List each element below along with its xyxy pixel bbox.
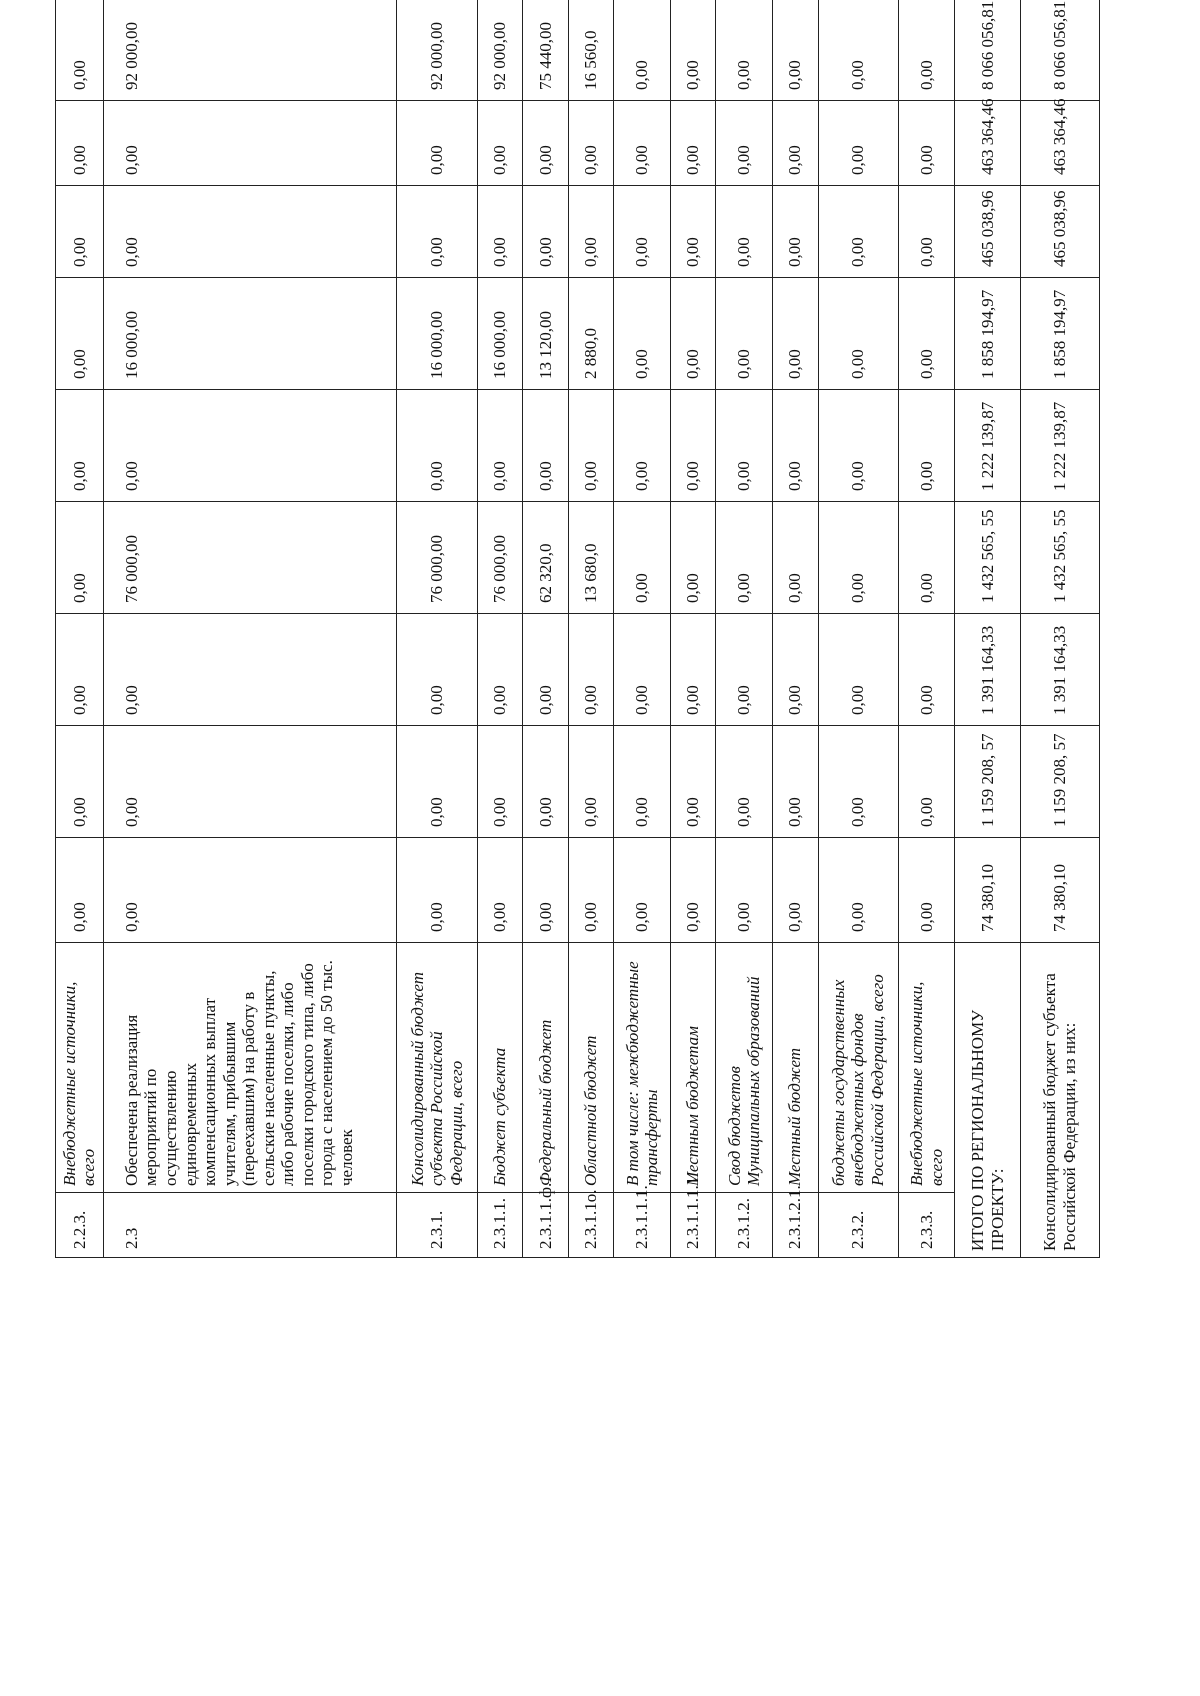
value-cell: 0,00 bbox=[477, 726, 523, 838]
value-cell: 16 000,00 bbox=[477, 278, 523, 390]
row-name: Внебюджетные источники, всего bbox=[898, 943, 954, 1193]
table-row bbox=[103, 0, 396, 1258]
value-cell: 13 120,00 bbox=[523, 278, 569, 390]
table-row bbox=[670, 0, 716, 1258]
row-name: Бюджет субъекта bbox=[477, 943, 523, 1193]
row-code: 2.3.1.1. bbox=[477, 1193, 523, 1258]
value-cell: 0,00 bbox=[818, 838, 898, 943]
value-cell: 0,00 bbox=[477, 614, 523, 726]
value-cell: 0,00 bbox=[670, 838, 716, 943]
table-row bbox=[898, 0, 954, 1258]
row-code: 2.3.1.1.1.1 bbox=[670, 1193, 716, 1258]
value-cell: 0,00 bbox=[670, 0, 716, 101]
total-value-cell: 74 380,10 bbox=[1020, 838, 1099, 943]
budget-table-rotated bbox=[55, 0, 1100, 1258]
value-cell: 0,00 bbox=[716, 101, 772, 186]
value-cell: 62 320,0 bbox=[523, 502, 569, 614]
value-cell: 0,00 bbox=[397, 101, 477, 186]
row-code: 2.3.2. bbox=[818, 1193, 898, 1258]
value-cell: 0,00 bbox=[716, 502, 772, 614]
value-cell: 0,00 bbox=[568, 614, 614, 726]
value-cell: 0,00 bbox=[818, 101, 898, 186]
total-value-cell: 1 858 194,97 bbox=[955, 278, 1020, 390]
total-value-cell: 465 038,96 bbox=[1020, 186, 1099, 278]
row-code: 2.3 bbox=[103, 1193, 396, 1258]
table-row bbox=[818, 0, 898, 1258]
row-name: Консолидированный бюджет субъекта Российской Федерации, всего bbox=[397, 943, 477, 1193]
value-cell: 0,00 bbox=[898, 101, 954, 186]
value-cell: 0,00 bbox=[716, 390, 772, 502]
value-cell: 0,00 bbox=[477, 390, 523, 502]
value-cell: 0,00 bbox=[477, 101, 523, 186]
value-cell: 0,00 bbox=[614, 614, 670, 726]
value-cell: 0,00 bbox=[898, 390, 954, 502]
total-value-cell: 1 391 164,33 bbox=[1020, 614, 1099, 726]
value-cell: 13 680,0 bbox=[568, 502, 614, 614]
value-cell: 0,00 bbox=[716, 838, 772, 943]
value-cell: 92 000,00 bbox=[477, 0, 523, 101]
value-cell: 0,00 bbox=[568, 726, 614, 838]
total-value-cell: 1 222 139,87 bbox=[955, 390, 1020, 502]
value-cell: 0,00 bbox=[772, 614, 818, 726]
value-cell: 0,00 bbox=[898, 726, 954, 838]
row-name: Местный бюджет bbox=[772, 943, 818, 1193]
total-value-cell: 1 432 565, 55 bbox=[1020, 502, 1099, 614]
value-cell: 92 000,00 bbox=[103, 0, 396, 101]
value-cell: 0,00 bbox=[56, 838, 104, 943]
value-cell: 0,00 bbox=[614, 502, 670, 614]
value-cell: 0,00 bbox=[772, 101, 818, 186]
value-cell: 0,00 bbox=[397, 838, 477, 943]
value-cell: 0,00 bbox=[568, 186, 614, 278]
value-cell: 0,00 bbox=[103, 726, 396, 838]
value-cell: 0,00 bbox=[103, 614, 396, 726]
total-value-cell: 1 222 139,87 bbox=[1020, 390, 1099, 502]
table-row bbox=[397, 0, 477, 1258]
value-cell: 0,00 bbox=[772, 726, 818, 838]
value-cell: 0,00 bbox=[477, 838, 523, 943]
value-cell: 0,00 bbox=[772, 0, 818, 101]
value-cell: 0,00 bbox=[568, 101, 614, 186]
row-name: Областной бюджет bbox=[568, 943, 614, 1193]
total-row bbox=[1020, 0, 1099, 1258]
total-label: Консолидированный бюджет субъекта Российской Федерации, из них: bbox=[1020, 943, 1099, 1258]
value-cell: 0,00 bbox=[523, 186, 569, 278]
row-name: В том числе: межбюджетные трансферты bbox=[614, 943, 670, 1193]
value-cell: 0,00 bbox=[614, 390, 670, 502]
value-cell: 0,00 bbox=[56, 186, 104, 278]
value-cell: 0,00 bbox=[818, 614, 898, 726]
value-cell: 0,00 bbox=[898, 0, 954, 101]
value-cell: 0,00 bbox=[716, 614, 772, 726]
table-row bbox=[523, 0, 569, 1258]
value-cell: 0,00 bbox=[772, 186, 818, 278]
row-code: 2.3.1.1.1. bbox=[614, 1193, 670, 1258]
value-cell: 16 000,00 bbox=[397, 278, 477, 390]
row-code: 2.3.1. bbox=[397, 1193, 477, 1258]
value-cell: 0,00 bbox=[818, 186, 898, 278]
row-name: Местным бюджетам bbox=[670, 943, 716, 1193]
value-cell: 0,00 bbox=[898, 502, 954, 614]
value-cell: 0,00 bbox=[523, 390, 569, 502]
total-value-cell: 8 066 056,81 bbox=[1020, 0, 1099, 101]
value-cell: 0,00 bbox=[568, 838, 614, 943]
row-code: 2.2.3. bbox=[56, 1193, 104, 1258]
total-value-cell: 463 364,46 bbox=[955, 101, 1020, 186]
value-cell: 0,00 bbox=[103, 390, 396, 502]
table-body bbox=[56, 0, 1100, 1258]
total-value-cell: 8 066 056,81 bbox=[955, 0, 1020, 101]
value-cell: 0,00 bbox=[670, 726, 716, 838]
row-code: 2.3.1.2. bbox=[716, 1193, 772, 1258]
value-cell: 0,00 bbox=[56, 502, 104, 614]
row-name: бюджеты государственных внебюджетных фондов Российской Федерации, всего bbox=[818, 943, 898, 1193]
value-cell: 75 440,00 bbox=[523, 0, 569, 101]
value-cell: 0,00 bbox=[523, 101, 569, 186]
value-cell: 0,00 bbox=[397, 726, 477, 838]
row-code: 2.3.1.2.1. bbox=[772, 1193, 818, 1258]
value-cell: 92 000,00 bbox=[397, 0, 477, 101]
value-cell: 0,00 bbox=[716, 278, 772, 390]
value-cell: 0,00 bbox=[898, 186, 954, 278]
value-cell: 0,00 bbox=[716, 186, 772, 278]
total-value-cell: 465 038,96 bbox=[955, 186, 1020, 278]
value-cell: 0,00 bbox=[670, 186, 716, 278]
value-cell: 0,00 bbox=[477, 186, 523, 278]
total-label: ИТОГО ПО РЕГИОНАЛЬНОМУ ПРОЕКТУ: bbox=[955, 943, 1020, 1258]
row-code: 2.3.1.1о. bbox=[568, 1193, 614, 1258]
row-name: Обеспечена реализация мероприятий по осуществлению единовременных компенсационных выплат учителям, прибывшим (переехавшим) на работу в сельские населенные пункты, либо рабочие поселки, либо поселки городского типа, либо города с населением до 50 тыс. человек bbox=[103, 943, 396, 1193]
total-value-cell: 1 858 194,97 bbox=[1020, 278, 1099, 390]
value-cell: 0,00 bbox=[818, 502, 898, 614]
value-cell: 0,00 bbox=[568, 390, 614, 502]
row-code: 2.3.3. bbox=[898, 1193, 954, 1258]
value-cell: 0,00 bbox=[818, 390, 898, 502]
value-cell: 0,00 bbox=[898, 838, 954, 943]
value-cell: 0,00 bbox=[716, 0, 772, 101]
value-cell: 0,00 bbox=[397, 614, 477, 726]
value-cell: 0,00 bbox=[818, 726, 898, 838]
value-cell: 0,00 bbox=[716, 726, 772, 838]
row-name: Свод бюджетов Муниципальных образований bbox=[716, 943, 772, 1193]
table-row bbox=[716, 0, 772, 1258]
value-cell: 76 000,00 bbox=[477, 502, 523, 614]
value-cell: 16 560,0 bbox=[568, 0, 614, 101]
total-value-cell: 1 159 208, 57 bbox=[955, 726, 1020, 838]
value-cell: 0,00 bbox=[103, 186, 396, 278]
value-cell: 2 880,0 bbox=[568, 278, 614, 390]
table-row bbox=[477, 0, 523, 1258]
value-cell: 0,00 bbox=[772, 838, 818, 943]
row-code: 2.3.1.1.ф. bbox=[523, 1193, 569, 1258]
total-row bbox=[955, 0, 1020, 1258]
value-cell: 0,00 bbox=[818, 0, 898, 101]
value-cell: 0,00 bbox=[56, 726, 104, 838]
row-name: Внебюджетные источники, всего bbox=[56, 943, 104, 1193]
value-cell: 0,00 bbox=[772, 502, 818, 614]
total-value-cell: 463 364,46 bbox=[1020, 101, 1099, 186]
table-row bbox=[568, 0, 614, 1258]
value-cell: 0,00 bbox=[56, 614, 104, 726]
value-cell: 16 000,00 bbox=[103, 278, 396, 390]
value-cell: 0,00 bbox=[670, 614, 716, 726]
table-row bbox=[614, 0, 670, 1258]
value-cell: 0,00 bbox=[523, 614, 569, 726]
value-cell: 0,00 bbox=[670, 390, 716, 502]
total-value-cell: 1 432 565, 55 bbox=[955, 502, 1020, 614]
value-cell: 0,00 bbox=[56, 101, 104, 186]
value-cell: 76 000,00 bbox=[103, 502, 396, 614]
value-cell: 0,00 bbox=[614, 101, 670, 186]
budget-table bbox=[55, 0, 1100, 1258]
value-cell: 0,00 bbox=[614, 0, 670, 101]
value-cell: 0,00 bbox=[523, 838, 569, 943]
value-cell: 0,00 bbox=[772, 390, 818, 502]
value-cell: 0,00 bbox=[614, 726, 670, 838]
value-cell: 0,00 bbox=[523, 726, 569, 838]
value-cell: 0,00 bbox=[614, 278, 670, 390]
value-cell: 0,00 bbox=[898, 278, 954, 390]
total-value-cell: 74 380,10 bbox=[955, 838, 1020, 943]
value-cell: 0,00 bbox=[397, 390, 477, 502]
value-cell: 0,00 bbox=[898, 614, 954, 726]
value-cell: 0,00 bbox=[56, 0, 104, 101]
total-value-cell: 1 159 208, 57 bbox=[1020, 726, 1099, 838]
value-cell: 76 000,00 bbox=[397, 502, 477, 614]
value-cell: 0,00 bbox=[397, 186, 477, 278]
table-row bbox=[56, 0, 104, 1258]
value-cell: 0,00 bbox=[772, 278, 818, 390]
value-cell: 0,00 bbox=[614, 186, 670, 278]
value-cell: 0,00 bbox=[103, 101, 396, 186]
value-cell: 0,00 bbox=[56, 390, 104, 502]
value-cell: 0,00 bbox=[670, 502, 716, 614]
value-cell: 0,00 bbox=[670, 278, 716, 390]
total-value-cell: 1 391 164,33 bbox=[955, 614, 1020, 726]
value-cell: 0,00 bbox=[56, 278, 104, 390]
value-cell: 0,00 bbox=[818, 278, 898, 390]
table-row bbox=[772, 0, 818, 1258]
row-name: Федеральный бюджет bbox=[523, 943, 569, 1193]
value-cell: 0,00 bbox=[670, 101, 716, 186]
value-cell: 0,00 bbox=[614, 838, 670, 943]
value-cell: 0,00 bbox=[103, 838, 396, 943]
